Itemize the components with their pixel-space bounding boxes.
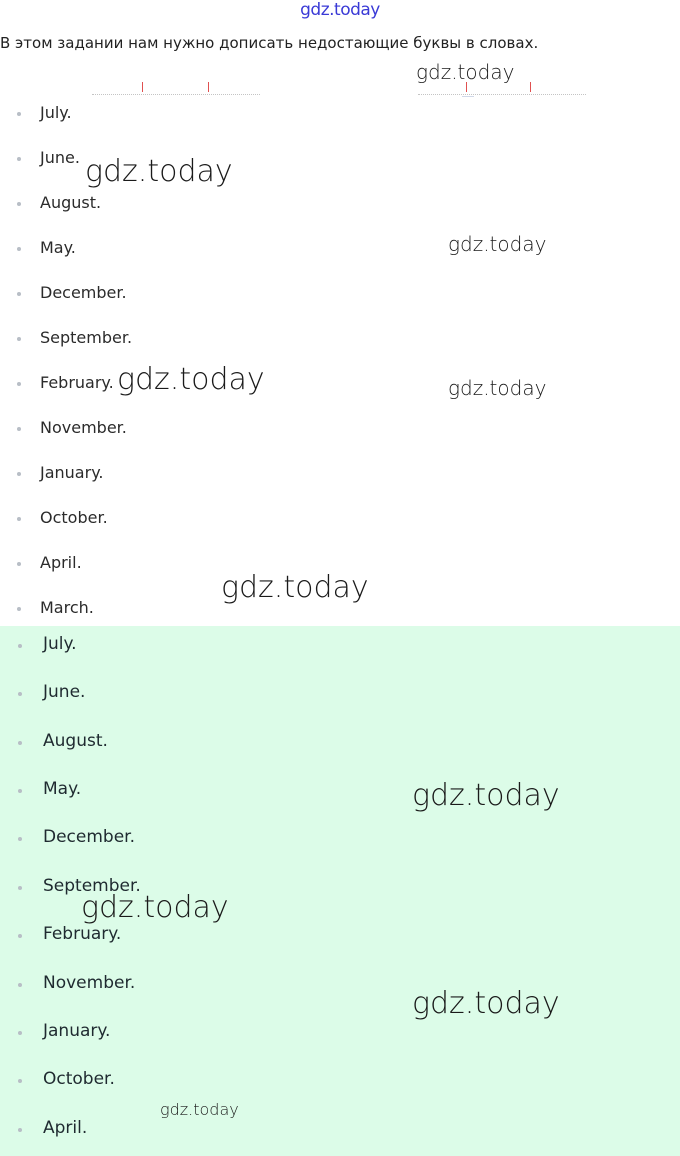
bullet-icon bbox=[18, 837, 22, 841]
bullet-icon bbox=[18, 644, 22, 648]
month-label: September. bbox=[40, 328, 133, 347]
bullet-icon bbox=[18, 1079, 22, 1083]
month-label: February. bbox=[43, 924, 122, 944]
bullet-icon bbox=[17, 157, 21, 161]
bullet-icon bbox=[18, 886, 22, 890]
bullet-icon bbox=[17, 427, 21, 431]
watermark: gdz.today bbox=[81, 890, 229, 925]
watermark: gdz.today bbox=[412, 778, 560, 813]
month-label: October. bbox=[40, 508, 108, 527]
bullet-icon bbox=[18, 983, 22, 987]
watermark: gdz.today bbox=[117, 362, 265, 397]
bullet-icon bbox=[18, 692, 22, 696]
bullet-icon bbox=[17, 607, 21, 611]
image-fragment-mark bbox=[462, 96, 474, 97]
month-label: June. bbox=[40, 148, 80, 167]
month-label: October. bbox=[43, 1069, 115, 1089]
bullet-icon bbox=[17, 292, 21, 296]
month-label: February. bbox=[40, 373, 114, 392]
month-label: April. bbox=[40, 553, 82, 572]
bullet-icon bbox=[18, 1031, 22, 1035]
watermark: gdz.today bbox=[160, 1100, 239, 1119]
bullet-icon bbox=[17, 382, 21, 386]
bullet-icon bbox=[17, 202, 21, 206]
site-logo[interactable]: gdz.today bbox=[300, 0, 380, 20]
bullet-icon bbox=[18, 789, 22, 793]
month-label: January. bbox=[43, 1021, 111, 1041]
watermark: gdz.today bbox=[85, 154, 233, 189]
month-label: September. bbox=[43, 876, 141, 896]
image-fragment-right bbox=[418, 86, 586, 95]
image-fragment-mark bbox=[530, 82, 531, 92]
bullet-icon bbox=[17, 337, 21, 341]
image-fragment-mark bbox=[208, 82, 209, 92]
month-label: June. bbox=[43, 682, 86, 702]
month-label: August. bbox=[43, 731, 108, 751]
watermark: gdz.today bbox=[448, 232, 547, 256]
month-label: January. bbox=[40, 463, 104, 482]
month-label: May. bbox=[43, 779, 82, 799]
month-label: December. bbox=[43, 827, 135, 847]
bullet-icon bbox=[17, 112, 21, 116]
month-label: July. bbox=[43, 634, 77, 654]
bullet-icon bbox=[17, 247, 21, 251]
month-label: November. bbox=[43, 973, 136, 993]
bullet-icon bbox=[17, 517, 21, 521]
bullet-icon bbox=[18, 741, 22, 745]
bullet-icon bbox=[18, 1128, 22, 1132]
watermark: gdz.today bbox=[221, 570, 369, 605]
bullet-icon bbox=[17, 562, 21, 566]
month-label: May. bbox=[40, 238, 76, 257]
task-intro: В этом задании нам нужно дописать недостающие буквы в словах. bbox=[0, 34, 539, 52]
watermark: gdz.today bbox=[412, 986, 560, 1021]
watermark: gdz.today bbox=[448, 376, 547, 400]
bullet-icon bbox=[17, 472, 21, 476]
image-fragment-mark bbox=[142, 82, 143, 92]
month-label: March. bbox=[40, 598, 94, 617]
bullet-icon bbox=[18, 934, 22, 938]
image-fragment-left bbox=[92, 86, 260, 95]
month-label: November. bbox=[40, 418, 127, 437]
month-label: August. bbox=[40, 193, 102, 212]
month-label: July. bbox=[40, 103, 72, 122]
month-label: April. bbox=[43, 1118, 88, 1138]
month-label: December. bbox=[40, 283, 127, 302]
watermark: gdz.today bbox=[416, 60, 515, 84]
